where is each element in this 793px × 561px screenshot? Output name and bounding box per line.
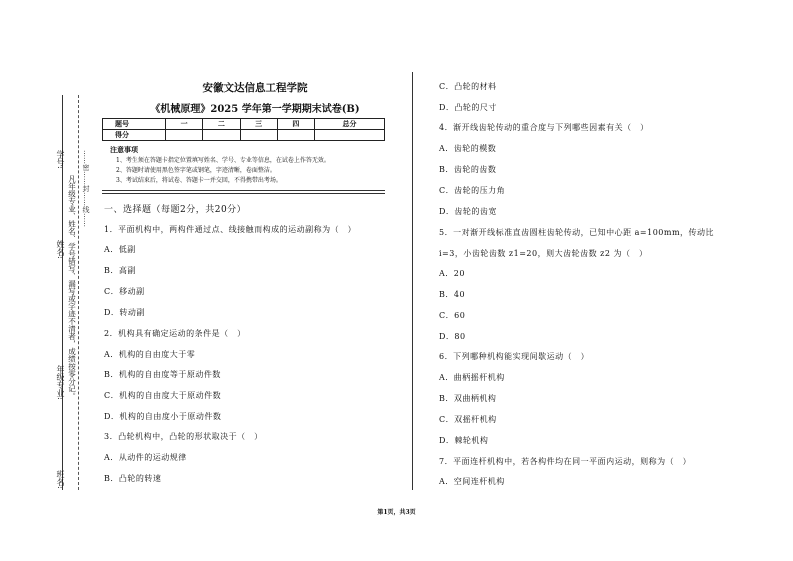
notes-item: 2、答题时请使用黑色签字笔或钢笔，字迹清晰，卷面整洁。 bbox=[116, 167, 276, 174]
question-line: 3．凸轮机构中，凸轮的形状取决于（ ） bbox=[104, 432, 263, 441]
seal-text: ……密……封……线…… bbox=[82, 150, 90, 227]
option-line: C．移动副 bbox=[104, 287, 145, 296]
option-line: D．凸轮的尺寸 bbox=[439, 103, 497, 112]
option-line: D．80 bbox=[439, 332, 466, 341]
option-line: C．双摇杆机构 bbox=[439, 415, 497, 424]
option-line: B．双曲柄机构 bbox=[439, 394, 497, 403]
option-line: C．机构的自由度大于原动件数 bbox=[104, 391, 222, 400]
separator-line bbox=[102, 190, 385, 191]
option-line: D．齿轮的齿宽 bbox=[439, 207, 497, 216]
question-line: 1．平面机构中，两构件通过点、线接触而构成的运动副称为（ ） bbox=[104, 225, 357, 234]
score-table bbox=[102, 118, 385, 141]
notes-item: 1、考生须在答题卡指定位置填写姓名、学号、专业等信息，在试卷上作答无效。 bbox=[116, 157, 330, 164]
option-line: B．40 bbox=[439, 290, 466, 299]
option-line: D．机构的自由度小于原动件数 bbox=[104, 412, 222, 421]
option-line: A．从动件的运动规律 bbox=[104, 453, 187, 462]
score-input-cell bbox=[277, 130, 314, 141]
question-line: 4．渐开线齿轮传动的重合度与下列哪些因素有关（ ） bbox=[439, 123, 649, 132]
notice-text: 凡年级专业、姓名、学号错写、漏写或字迹不清者，成绩按零分记。 bbox=[67, 175, 77, 400]
question-line: i=3，小齿轮齿数 z1=20，则大齿轮齿数 z2 为（ ） bbox=[439, 249, 648, 258]
score-input-cell bbox=[166, 130, 203, 141]
score-cell: 二 bbox=[203, 119, 240, 130]
option-line: C．凸轮的材料 bbox=[439, 82, 497, 91]
school-name: 安徽文达信息工程学院 bbox=[202, 82, 308, 94]
score-cell: 四 bbox=[277, 119, 314, 130]
column-divider bbox=[412, 72, 413, 490]
score-input-cell bbox=[315, 130, 385, 141]
question-line: 5．一对渐开线标准直齿圆柱齿轮传动，已知中心距 a=100mm，传动比 bbox=[439, 228, 715, 237]
question-line: 2．机构具有确定运动的条件是（ ） bbox=[104, 329, 246, 338]
name-label: 姓名: bbox=[56, 240, 65, 259]
question-line: 7．平面连杆机构中，若各构件均在同一平面内运动，则称为（ ） bbox=[439, 457, 692, 466]
score-cell: 得分 bbox=[103, 130, 166, 141]
student-id-label: 学号: bbox=[56, 150, 65, 169]
option-line: A．20 bbox=[439, 269, 465, 278]
score-cell: 总分 bbox=[315, 119, 385, 130]
score-table-score-row bbox=[103, 130, 385, 141]
option-line: C．齿轮的压力角 bbox=[439, 186, 506, 195]
option-line: D．棘轮机构 bbox=[439, 436, 489, 445]
score-table-header-row bbox=[103, 119, 385, 130]
score-input-cell bbox=[240, 130, 277, 141]
option-line: A．空间连杆机构 bbox=[439, 477, 505, 486]
option-line: A．机构的自由度大于零 bbox=[104, 350, 196, 359]
option-line: A．齿轮的模数 bbox=[439, 144, 497, 153]
score-cell: 一 bbox=[166, 119, 203, 130]
major-label: 年级专业: bbox=[56, 365, 65, 400]
option-line: B．凸轮的转速 bbox=[104, 474, 162, 483]
exam-notes bbox=[110, 145, 390, 186]
question-line: 6．下列哪种机构能实现间歇运动（ ） bbox=[439, 352, 590, 361]
score-cell: 题号 bbox=[103, 119, 166, 130]
option-line: B．机构的自由度等于原动件数 bbox=[104, 370, 221, 379]
section-heading: 一、选择题（每题2分，共20分） bbox=[104, 205, 247, 215]
sidebar-seal-line bbox=[78, 95, 79, 490]
notes-title: 注意事项 bbox=[110, 145, 138, 154]
option-line: C．60 bbox=[439, 311, 466, 320]
option-line: D．转动副 bbox=[104, 308, 145, 317]
separator-line bbox=[102, 193, 385, 194]
option-line: B．齿轮的齿数 bbox=[439, 165, 497, 174]
option-line: A．曲柄摇杆机构 bbox=[439, 373, 505, 382]
exam-title: 《机械原理》2025 学年第一学期期末试卷(B) bbox=[150, 104, 360, 115]
page-number: 第1页，共3页 bbox=[377, 509, 416, 516]
option-line: B．高副 bbox=[104, 266, 136, 275]
college-label: 班名: bbox=[56, 470, 65, 489]
score-input-cell bbox=[203, 130, 240, 141]
binding-sidebar bbox=[0, 0, 100, 561]
score-cell: 三 bbox=[240, 119, 277, 130]
notes-item: 3、考试结束后，将试卷、答题卡一并交回，不得携带出考场。 bbox=[116, 177, 282, 184]
option-line: A．低副 bbox=[104, 245, 136, 254]
